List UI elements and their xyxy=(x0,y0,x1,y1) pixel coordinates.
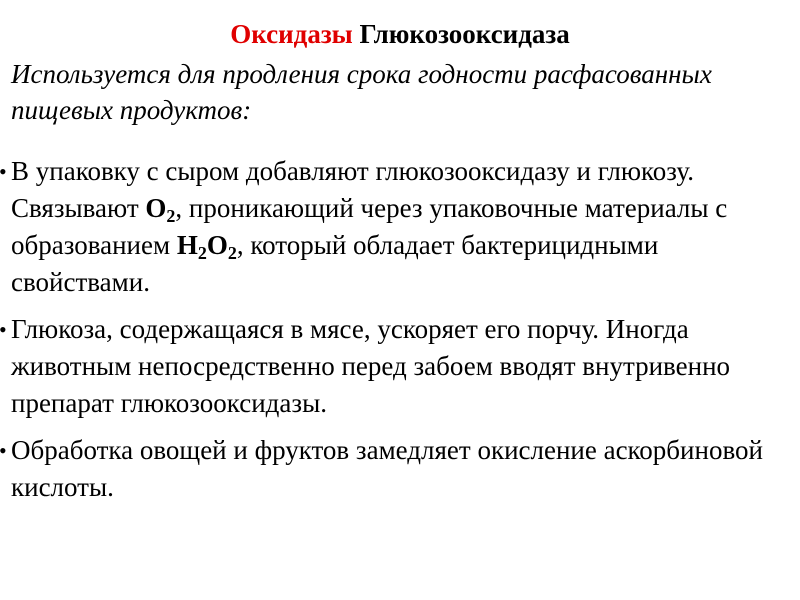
title-accent: Оксидазы xyxy=(230,19,353,49)
formula-o2 xyxy=(145,193,176,226)
bullet-item xyxy=(0,311,792,422)
bullet-text: , который обладает бактерицидными свойствами. xyxy=(11,230,659,297)
formula-h-subscript: 2 xyxy=(197,243,207,263)
bullet-text: Глюкоза, содержащаяся в мясе, ускоряет его порчу. Иногда животным непосредственно перед забоем вводят внутривенно препарат глюкозооксидазы. xyxy=(11,314,731,418)
title-main: Глюкозооксидаза xyxy=(359,19,570,49)
formula-o-symbol: O xyxy=(206,230,228,260)
slide-title xyxy=(0,18,800,50)
intro-text: Используется для продления срока годности расфасованных пищевых продуктов: xyxy=(11,59,712,125)
formula-o2-subscript: 2 xyxy=(166,206,176,226)
bullet-text: Обработка овощей и фруктов замедляет окисление аскорбиновой кислоты. xyxy=(11,435,763,502)
formula-h-symbol: H xyxy=(176,230,198,260)
bullet-text: В упаковку с сыром добавляют глюкозооксидазу и глюкозу. Связывают xyxy=(11,156,694,223)
bullet-item xyxy=(0,432,792,506)
bullet-item xyxy=(0,153,792,301)
formula-o-subscript: 2 xyxy=(227,243,237,263)
bullet-list xyxy=(0,153,792,506)
formula-o2-symbol: O xyxy=(145,193,167,223)
bullet-text: , проникающий через упаковочные материалы с образованием xyxy=(11,193,728,260)
formula-h2o2 xyxy=(176,230,237,263)
